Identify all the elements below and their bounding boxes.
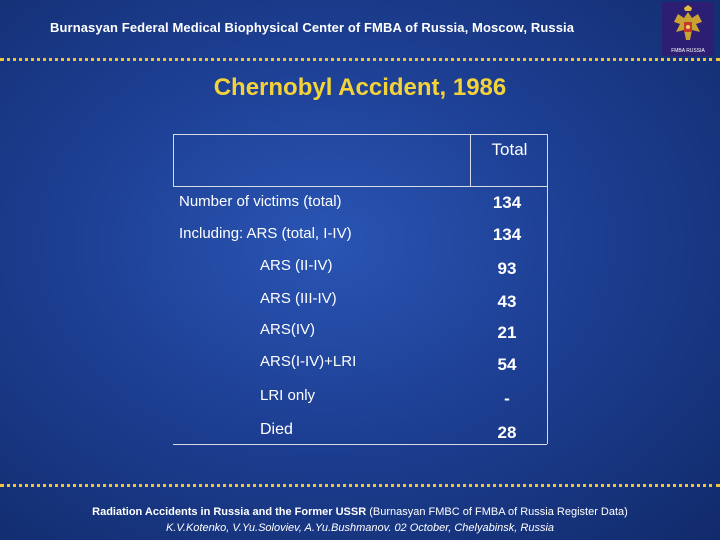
table-frame-top xyxy=(173,134,547,135)
row-value-ars-ii-iv: 93 xyxy=(497,259,517,278)
row-value-lri-only: - xyxy=(504,389,510,408)
top-dotted-rule xyxy=(0,58,720,61)
emblem-caption: FMBA RUSSIA xyxy=(671,48,705,54)
row-label-ars-iii-iv: ARS (III-IV) xyxy=(260,290,337,307)
footer-source-title: Radiation Accidents in Russia and the Former USSR xyxy=(92,506,367,518)
header-title: Burnasyan Federal Medical Biophysical Center of FMBA of Russia, Moscow, Russia xyxy=(50,20,575,35)
table-frame-bottom xyxy=(173,444,547,445)
bottom-dotted-rule xyxy=(0,484,720,487)
row-label-ars-lri: ARS(I-IV)+LRI xyxy=(260,353,357,370)
row-value-victims-total: 134 xyxy=(492,193,522,212)
row-label-ars-iv: ARS(IV) xyxy=(260,321,316,338)
row-value-ars-lri: 54 xyxy=(497,355,517,374)
table-header-rule xyxy=(173,186,547,187)
row-value-ars-total: 134 xyxy=(492,225,522,244)
column-header-total: Total xyxy=(491,140,528,159)
header-bar xyxy=(0,0,720,58)
row-label-ars-total: Including: ARS (total, I-IV) xyxy=(179,225,352,242)
footer-source xyxy=(0,506,720,518)
row-label-victims-total: Number of victims (total) xyxy=(179,193,342,210)
footer-authors: K.V.Kotenko, V.Yu.Soloviev, A.Yu.Bushmanov. 02 October, Chelyabinsk, Russia xyxy=(165,522,555,534)
row-value-died: 28 xyxy=(497,423,517,442)
footer-source-note: (Burnasyan FMBC of FMBA of Russia Register Data) xyxy=(366,506,628,518)
row-label-ars-ii-iv: ARS (II-IV) xyxy=(260,257,333,274)
row-label-died: Died xyxy=(260,421,293,438)
row-value-ars-iv: 21 xyxy=(497,323,517,342)
table-column-divider xyxy=(470,134,471,186)
row-label-lri-only: LRI only xyxy=(260,387,316,404)
table-frame-right xyxy=(547,134,548,444)
double-headed-eagle-icon xyxy=(662,2,714,56)
table-frame-left xyxy=(173,134,174,186)
slide-title: Chernobyl Accident, 1986 xyxy=(213,74,507,101)
row-value-ars-iii-iv: 43 xyxy=(497,292,517,311)
